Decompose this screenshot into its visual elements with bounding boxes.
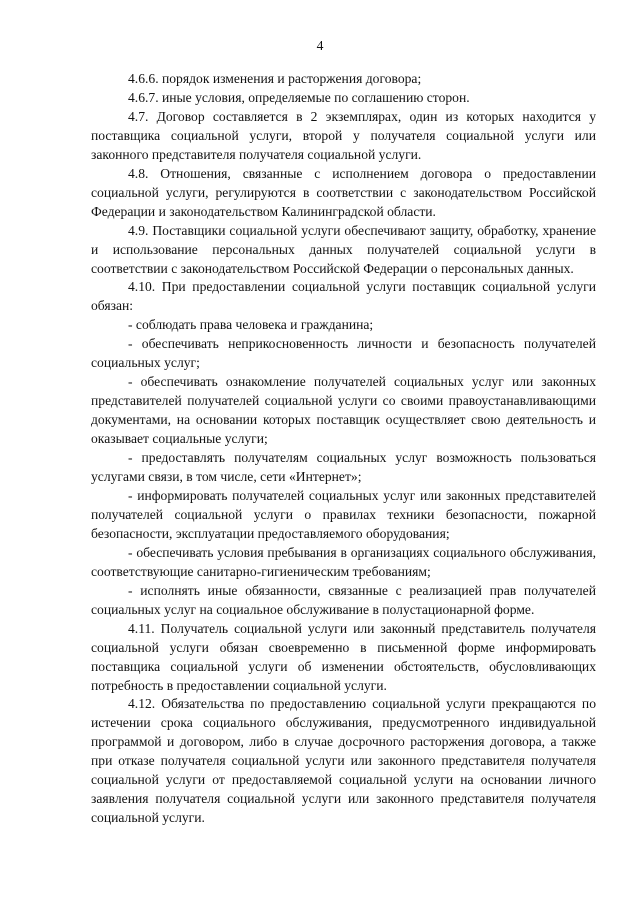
paragraph-4-11: 4.11. Получатель социальной услуги или законный представитель получателя социальной услуги обязан своевременно в письменной форме информировать поставщика социальной услуги об изменении обстоятельств, обусловливающих потребность в предоставлении социальной услуги. <box>91 620 596 693</box>
list-item: - обеспечивать неприкосновенность личности и безопасность получателей социальных услуг; <box>91 336 596 371</box>
paragraph-4-7: 4.7. Договор составляется в 2 экземплярах, один из которых находится у поставщика социальной услуги, второй у получателя социальной услуги или законного представителя получателя социальной услуги. <box>91 108 596 162</box>
paragraph-4-8: 4.8. Отношения, связанные с исполнением договора о предоставлении социальной услуги, регулируются в соответствии с законодательством Российской Федерации и законодательством Калининградской области. <box>91 165 596 219</box>
paragraph-4-6-7: 4.6.7. иные условия, определяемые по соглашению сторон. <box>128 89 470 105</box>
page-number: 4 <box>316 38 324 53</box>
list-item: - информировать получателей социальных услуг или законных представителей получателей социальной услуги о правилах техники безопасности, пожарной безопасности, эксплуатации предоставляемого оборудования; <box>91 487 596 541</box>
list-item: - исполнять иные обязанности, связанные с реализацией прав получателей социальных услуг на социальное обслуживание в полустационарной форме. <box>91 582 596 617</box>
paragraph-4-12: 4.12. Обязательства по предоставлению социальной услуги прекращаются по истечении срока социального обслуживания, предусмотренного индивидуальной программой и договором, либо в случае досрочного расторжения договора, а также при отказе получателя социальной услуги или законного представителя получателя социальной услуги от предоставляемой социальной услуги на основании личного заявления получателя социальной услуги или законного представителя получателя социальной услуги. <box>91 696 596 826</box>
list-item: - обеспечивать ознакомление получателей социальных услуг или законных представителей получателей социальной услуги со своими правоустанавливающими документами, на основании которых поставщик осуществляет свою деятельность и оказывает социальные услуги; <box>91 374 596 447</box>
paragraph-4-6-6: 4.6.6. порядок изменения и расторжения договора; <box>128 71 422 86</box>
document-body <box>91 70 596 828</box>
list-item: - соблюдать права человека и гражданина; <box>128 317 374 333</box>
list-item: - предоставлять получателям социальных услуг возможность пользоваться услугами связи, в том числе, сети «Интернет»; <box>91 450 596 485</box>
list-item: - обеспечивать условия пребывания в организациях социального обслуживания, соответствующие санитарно-гигиеническим требованиям; <box>91 544 596 579</box>
paragraph-4-10: 4.10. При предоставлении социальной услуги поставщик социальной услуги обязан: <box>91 279 596 314</box>
paragraph-4-9: 4.9. Поставщики социальной услуги обеспечивают защиту, обработку, хранение и использование персональных данных получателей социальной услуги в соответствии с законодательством Российской Федерации о персональных данных. <box>91 222 596 276</box>
